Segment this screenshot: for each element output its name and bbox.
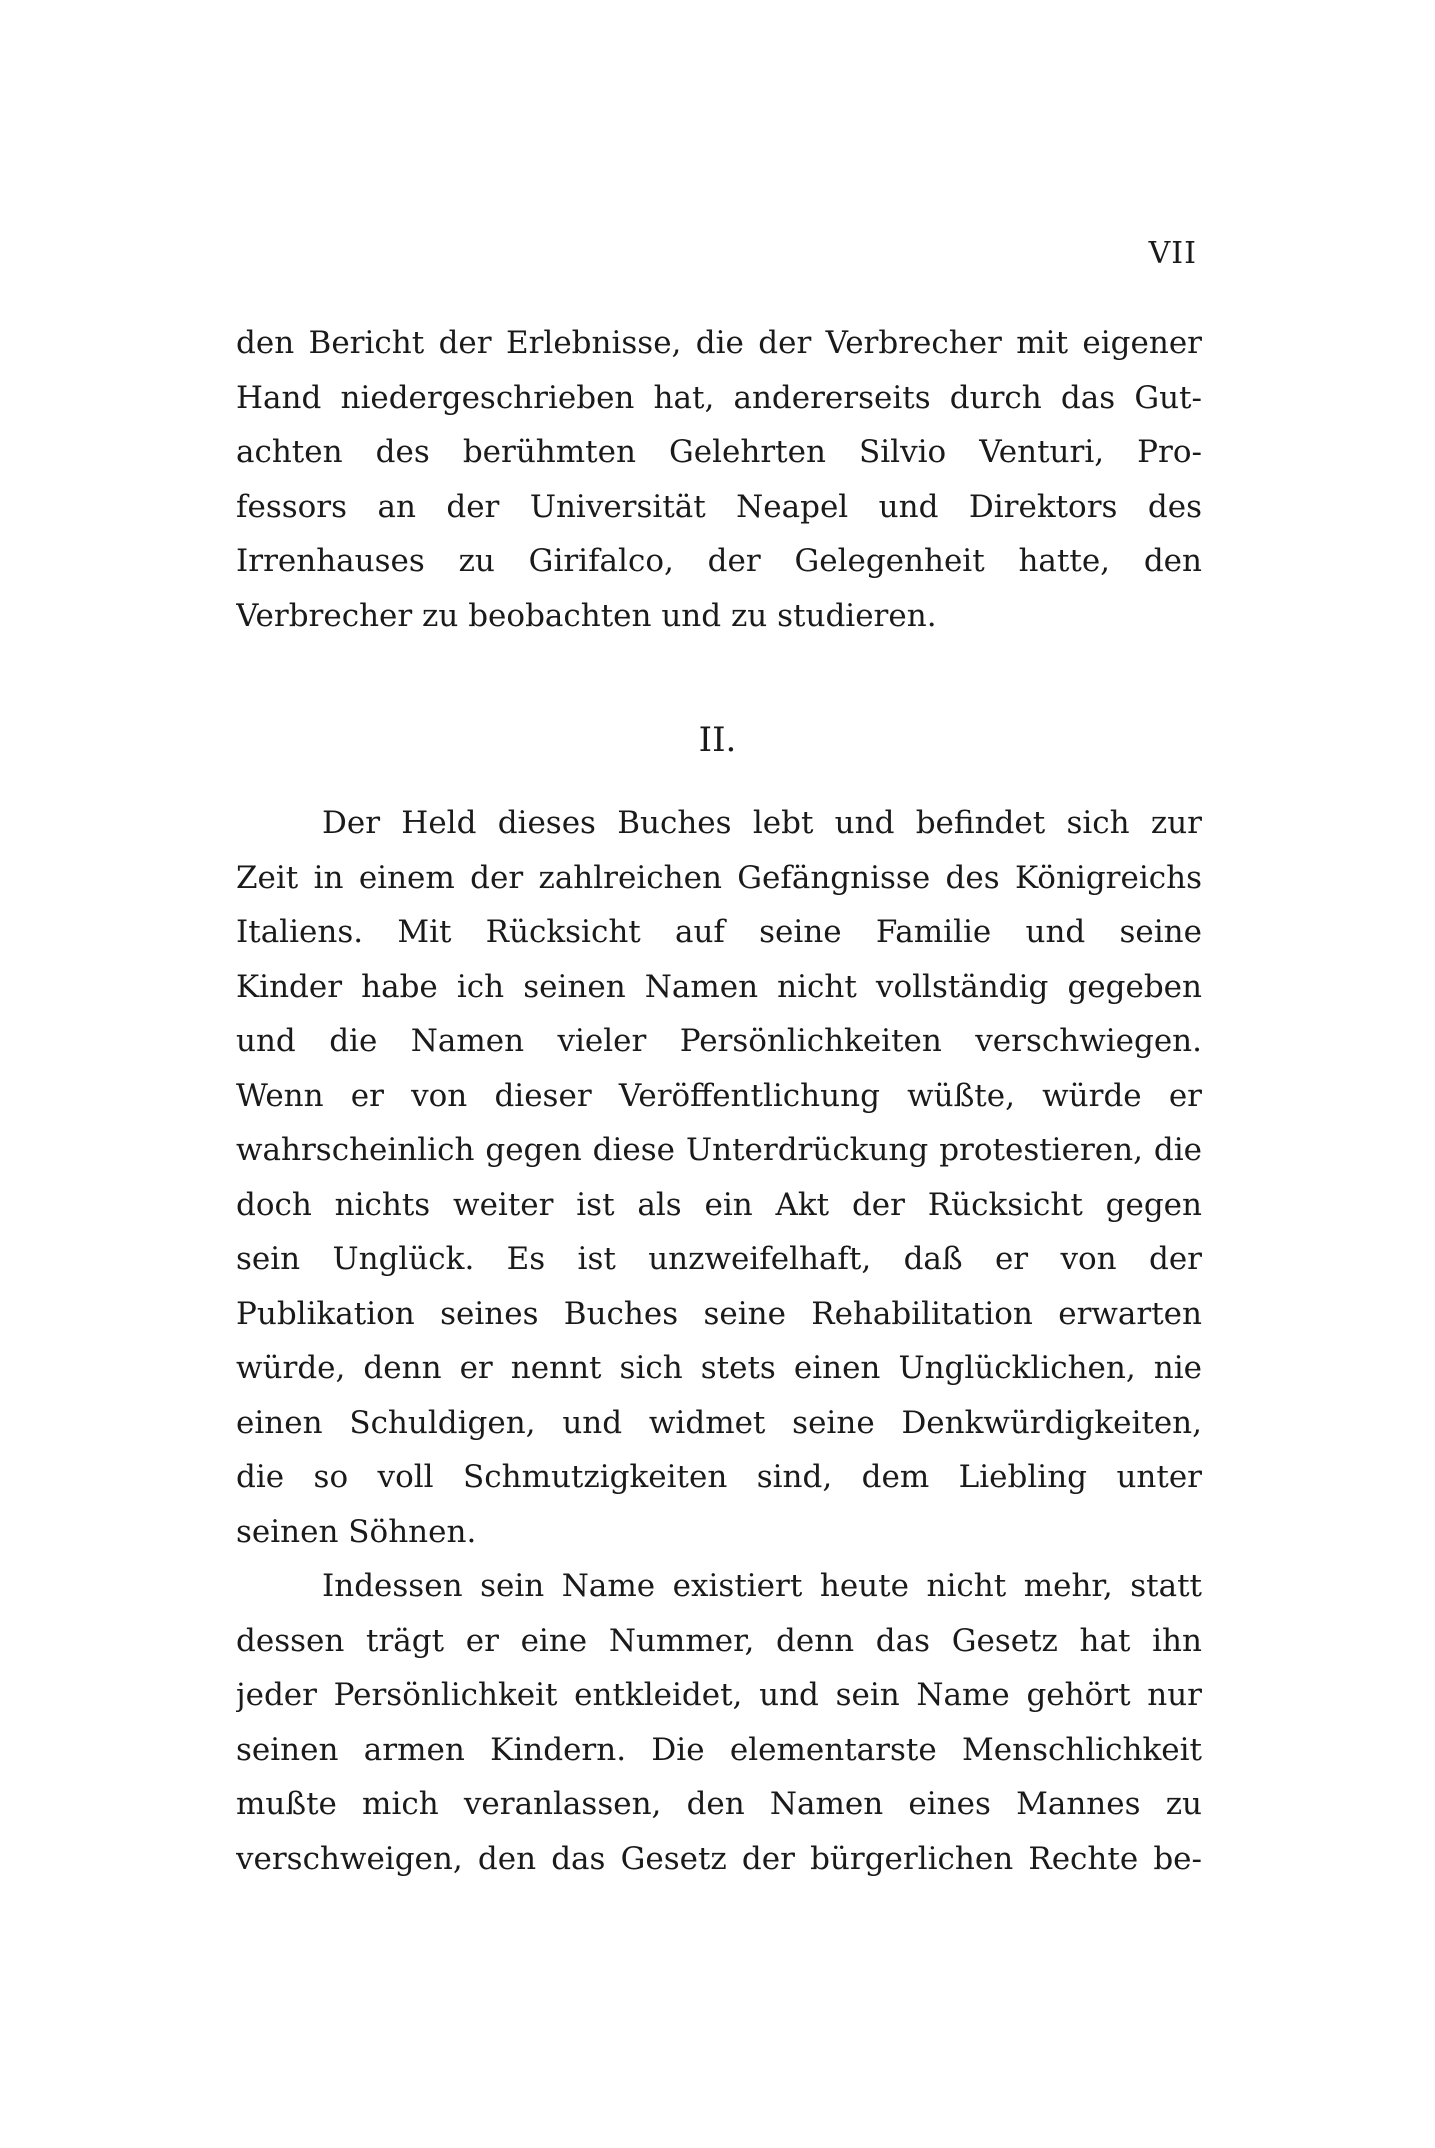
paragraph-2-and-3 (236, 796, 1202, 1886)
text-line: einen Schuldigen, und widmet seine Denkwürdigkeiten, (236, 1404, 1202, 1441)
text-line: Zeit in einem der zahlreichen Gefängnisse des Königreichs (236, 859, 1202, 896)
text-line: verschweigen, den das Gesetz der bürgerlichen Rechte be- (236, 1840, 1202, 1877)
text-line: wahrscheinlich gegen diese Unterdrückung protestieren, die (236, 1132, 1202, 1168)
text-line: Italiens. Mit Rücksicht auf seine Familie und seine (236, 914, 1202, 950)
text-line: seinen armen Kindern. Die elementarste Menschlichkeit (236, 1731, 1202, 1768)
text-line: Wenn er von dieser Veröffentlichung wüßte, würde er (236, 1077, 1202, 1114)
text-line: Der Held dieses Buches lebt und befindet sich zur (322, 805, 1202, 841)
page-number: VII (1148, 236, 1197, 271)
text-line: Kinder habe ich seinen Namen nicht vollständig gegeben (236, 968, 1202, 1005)
text-line: doch nichts weiter ist als ein Akt der Rücksicht gegen (236, 1186, 1202, 1223)
text-line: den Bericht der Erlebnisse, die der Verbrecher mit eigener (236, 325, 1202, 361)
text-line: Irrenhauses zu Girifalco, der Gelegenheit hatte, den (236, 543, 1202, 579)
section-heading: II. (698, 720, 737, 760)
text-line: achten des berühmten Gelehrten Silvio Venturi, Pro- (236, 434, 1202, 470)
text-line: die so voll Schmutzigkeiten sind, dem Liebling unter (236, 1459, 1202, 1495)
text-line: mußte mich veranlassen, den Namen eines Mannes zu (236, 1786, 1202, 1822)
text-line: Publikation seines Buches seine Rehabilitation erwarten (236, 1295, 1202, 1332)
text-line: Hand niedergeschrieben hat, andererseits durch das Gut- (236, 379, 1202, 416)
text-line: Indessen sein Name existiert heute nicht mehr, statt (322, 1568, 1202, 1604)
text-line: Verbrecher zu beobachten und zu studieren. (236, 597, 937, 634)
text-line: dessen trägt er eine Nummer, denn das Gesetz hat ihn (236, 1622, 1202, 1659)
text-line: seinen Söhnen. (236, 1513, 477, 1550)
text-line: fessors an der Universität Neapel und Direktors des (236, 488, 1202, 525)
text-line: jeder Persönlichkeit entkleidet, und sein Name gehört nur (236, 1677, 1202, 1713)
text-line: sein Unglück. Es ist unzweifelhaft, daß er von der (236, 1241, 1202, 1277)
text-line: würde, denn er nennt sich stets einen Unglücklichen, nie (236, 1350, 1202, 1386)
text-line: und die Namen vieler Persönlichkeiten verschwiegen. (236, 1023, 1202, 1059)
paragraph-1 (236, 316, 1202, 643)
